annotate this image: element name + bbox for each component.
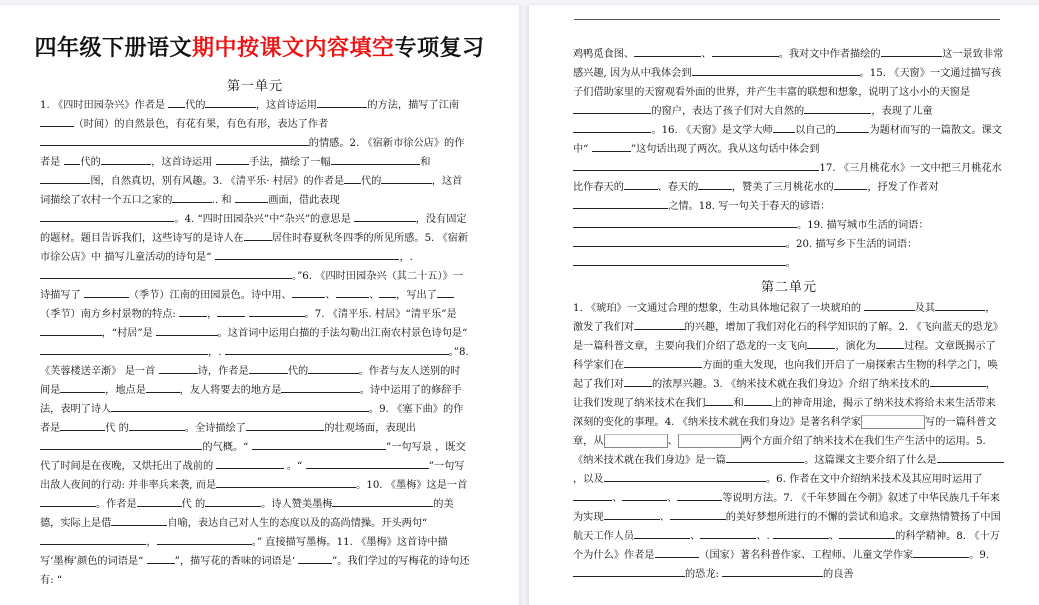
answer-blank[interactable] bbox=[930, 375, 986, 387]
answer-blank[interactable] bbox=[179, 305, 207, 317]
answer-blank[interactable] bbox=[573, 565, 685, 577]
question-line: . 。” bbox=[40, 252, 413, 282]
answer-blank[interactable] bbox=[216, 476, 356, 488]
answer-blank[interactable] bbox=[804, 102, 871, 114]
answer-blank[interactable] bbox=[592, 140, 631, 152]
question-line: ，说明了这小小的天窗是的窗户，表达了孩子们对大自然的 bbox=[573, 87, 970, 117]
question-line: 9. 《塞下曲》的作者是 代 的 。全诗描绘了 的壮观场面， bbox=[40, 404, 464, 434]
answer-box[interactable] bbox=[678, 434, 742, 448]
answer-blank[interactable] bbox=[40, 134, 309, 146]
answer-blank[interactable] bbox=[111, 514, 167, 526]
question-line: 7. 《清平乐. 村居》“清平乐”是 ，“村居”是 。 bbox=[40, 309, 457, 339]
answer-blank[interactable] bbox=[677, 489, 722, 501]
answer-blank[interactable] bbox=[246, 419, 324, 431]
answer-blank[interactable] bbox=[205, 495, 261, 507]
right-content bbox=[573, 45, 1005, 584]
answer-blank[interactable] bbox=[129, 419, 185, 431]
top-rule-divider bbox=[574, 19, 1000, 20]
question-line: 19. 描写城市生活的词语：。 bbox=[573, 220, 929, 250]
answer-blank[interactable] bbox=[40, 115, 74, 127]
question-line: ，激发了我们对 的兴趣，增加了我们对化石的科学知识的了解。 bbox=[573, 303, 996, 333]
question-line: 水的 ，抒发了作者对之情。 bbox=[573, 182, 939, 212]
question-line: 4. 《纳米技术就在我们身边》是著名科学家 写的一篇科普文章，从 bbox=[573, 417, 997, 447]
question-line: 过程。文章既揭示了科学家们在 方面的重大发现，也向我们开启了一扇探索 bbox=[573, 341, 996, 371]
question-line: 9. 的恐龙: 的良善 bbox=[573, 550, 989, 580]
answer-blank[interactable] bbox=[306, 457, 429, 469]
answer-blank[interactable] bbox=[215, 248, 400, 260]
question-line: 常感兴趣, 因为从中我体会到 。 bbox=[573, 49, 1004, 79]
answer-blank[interactable] bbox=[744, 394, 772, 406]
question-line: 、 、 、 ，写出了（季节）南方乡村景物的特点: ， 。 bbox=[40, 290, 454, 320]
question-line: 5. 《纳米技术就在我们身边》是一篇 。这篇课文主要介绍了什么是 bbox=[573, 436, 986, 466]
answer-blank[interactable] bbox=[146, 381, 180, 393]
answer-blank[interactable] bbox=[147, 552, 175, 564]
question-line: 1. 《琥珀》一文通过合理的想象，生动具体地记叙了一块琥珀的 及其 bbox=[573, 303, 985, 314]
question-line: 2. 《飞向蓝天的恐龙》是一篇科普文章，主要向我们介绍了恐龙的一支飞向 ，演化为 bbox=[573, 322, 1004, 352]
answer-blank[interactable] bbox=[773, 121, 795, 133]
answer-blank[interactable] bbox=[573, 254, 786, 266]
answer-blank[interactable] bbox=[40, 438, 202, 450]
answer-blank[interactable] bbox=[64, 153, 81, 165]
answer-blank[interactable] bbox=[216, 457, 283, 469]
answer-blank[interactable] bbox=[573, 121, 651, 133]
answer-blank[interactable] bbox=[692, 64, 860, 76]
answer-blank[interactable] bbox=[634, 45, 701, 57]
question-line: 这些诗写的是诗人在 居住时春夏秋冬四季的所见所感。 bbox=[152, 233, 425, 244]
answer-blank[interactable] bbox=[205, 96, 255, 108]
answer-blank[interactable] bbox=[604, 508, 660, 520]
question-line: ，以及 。 bbox=[573, 455, 1004, 485]
answer-box[interactable] bbox=[861, 415, 925, 429]
answer-blank[interactable] bbox=[235, 191, 269, 203]
answer-blank[interactable] bbox=[655, 546, 700, 558]
answer-blank[interactable] bbox=[836, 121, 870, 133]
answer-blank[interactable] bbox=[249, 362, 288, 374]
answer-blank[interactable] bbox=[157, 533, 252, 545]
question-line: 5. 《宿新市徐公店》中 描写儿童活动的诗句是“ ， bbox=[40, 233, 469, 263]
answer-blank[interactable] bbox=[137, 495, 182, 507]
question-line: 的高尚情操。开头两句“ ， 。” 直接描写墨梅。 bbox=[40, 518, 427, 548]
answer-blank[interactable] bbox=[40, 172, 90, 184]
answer-blank[interactable] bbox=[168, 96, 185, 108]
answer-blank[interactable] bbox=[698, 178, 732, 190]
answer-blank[interactable] bbox=[40, 324, 102, 336]
answer-blank[interactable] bbox=[913, 546, 969, 558]
answer-blank[interactable] bbox=[332, 495, 433, 507]
unit-title-1: 第一单元 bbox=[226, 79, 283, 94]
answer-blank[interactable] bbox=[40, 267, 292, 279]
answer-blank[interactable] bbox=[216, 153, 250, 165]
answer-box[interactable] bbox=[604, 434, 668, 448]
question-line: 和 上的神奇用途，揭示了纳米技术将给未来生活带来深刻的变化的事理。 bbox=[573, 398, 996, 428]
question-line: 的修辞手法，表明了诗人 。 bbox=[40, 385, 462, 415]
answer-blank[interactable] bbox=[111, 400, 369, 412]
answer-blank[interactable] bbox=[624, 178, 658, 190]
question-line: 10. 《墨梅》这是一首。作者是 代 的 。诗人赞美墨 bbox=[40, 480, 467, 510]
left-content bbox=[40, 78, 470, 590]
question-line: 句话出现了两次。我从这句话中体会到 bbox=[573, 144, 819, 174]
answer-blank[interactable] bbox=[839, 527, 895, 539]
answer-blank[interactable] bbox=[881, 45, 943, 57]
question-line: . 、 的科学精神。 bbox=[767, 531, 957, 542]
answer-blank[interactable] bbox=[40, 495, 96, 507]
question-line: . 。” bbox=[218, 347, 459, 358]
question-line: 的情感。 bbox=[40, 138, 350, 149]
right-question-list-unit1 bbox=[573, 45, 1005, 273]
answer-blank[interactable] bbox=[634, 527, 690, 539]
unit-title-2: 第二单元 bbox=[760, 280, 817, 295]
answer-blank[interactable] bbox=[864, 299, 914, 311]
answer-blank[interactable] bbox=[101, 153, 151, 165]
question-line: 写出敌人夜间的行动: 并非率兵来袭, 而是 。 bbox=[40, 461, 465, 491]
question-line: 18. 写一句关于春天的谚语：。 bbox=[573, 201, 830, 231]
question-line: 这首词中运用白描的手法勾勒出江南农村景色诗句是“ ， bbox=[40, 328, 467, 358]
answer-blank[interactable] bbox=[249, 305, 305, 317]
question-line: 古生物的科学之门，唤起了我们对 的浓厚兴趣。 bbox=[573, 360, 998, 390]
question-line: 16. 《天窗》是文学大师 以自己的 为题材而写的一篇散文。课文中“ ”这 bbox=[573, 125, 1002, 155]
answer-blank[interactable] bbox=[60, 419, 105, 431]
answer-blank[interactable] bbox=[308, 362, 358, 374]
question-line: 6. 《四时田园杂兴（其二十五）》一诗描写了 （季节）江南的田园景色。诗中用 bbox=[40, 271, 463, 301]
answer-blank[interactable] bbox=[573, 159, 819, 171]
question-line: 11. 《墨梅》这首诗中描写‘墨梅’颜色的词语是“ ”，描写花的香味的词语是‘ ” bbox=[40, 537, 448, 567]
answer-blank[interactable] bbox=[712, 45, 779, 57]
answer-blank[interactable] bbox=[624, 356, 702, 368]
answer-blank[interactable] bbox=[624, 375, 652, 387]
question-line: 和图，自然真切，别有风趣。 bbox=[40, 157, 430, 187]
answer-blank[interactable] bbox=[876, 337, 904, 349]
answer-blank[interactable] bbox=[722, 565, 823, 577]
answer-blank[interactable] bbox=[807, 337, 835, 349]
answer-blank[interactable] bbox=[634, 318, 684, 330]
answer-blank[interactable] bbox=[172, 191, 211, 203]
answer-blank[interactable] bbox=[937, 451, 971, 463]
question-line: 3. 《清平乐· 村居》的作者是 代的 ，这首词描绘了农村一个五口之家的 . bbox=[40, 176, 462, 206]
answer-blank[interactable] bbox=[244, 229, 272, 241]
page-gutter bbox=[519, 5, 529, 605]
answer-blank[interactable] bbox=[252, 438, 386, 450]
question-line: 17. 《三月桃花水》一文中把三月桃花水比作春天的 、春天的 ，赞美了三月桃花 bbox=[573, 163, 1002, 193]
answer-blank[interactable] bbox=[573, 216, 797, 228]
left-question-list bbox=[40, 96, 470, 590]
answer-blank[interactable] bbox=[60, 381, 105, 393]
question-line: ，表现了儿童。 bbox=[573, 106, 933, 136]
answer-blank[interactable] bbox=[40, 210, 174, 222]
document-page-right bbox=[529, 5, 1039, 605]
answer-blank[interactable] bbox=[317, 96, 367, 108]
question-line: 1. 《四时田园杂兴》作者是 代的 ，这首诗运用 的方法，描写了江南 bbox=[40, 100, 459, 111]
answer-blank[interactable] bbox=[437, 286, 454, 298]
answer-blank[interactable] bbox=[773, 527, 829, 539]
answer-blank[interactable] bbox=[331, 153, 421, 165]
question-line: 梅 的美德，实际上是借 自喻，表达自己对人生的态度以及 bbox=[40, 499, 454, 529]
document-page-left bbox=[0, 5, 519, 605]
answer-blank[interactable] bbox=[700, 527, 756, 539]
answer-blank[interactable] bbox=[281, 381, 359, 393]
right-question-list-unit2 bbox=[573, 299, 1005, 584]
answer-blank[interactable] bbox=[970, 451, 1004, 463]
answer-blank[interactable] bbox=[84, 286, 129, 298]
answer-blank[interactable] bbox=[622, 489, 667, 501]
title-part-1: 四年级下册语文 bbox=[34, 36, 192, 61]
question-line: 3. 《纳米技术就在我们身边》介绍了纳米技术的 ，让我们发现了纳米技术在我们 bbox=[573, 379, 996, 409]
answer-blank[interactable] bbox=[40, 533, 146, 545]
title-part-2-highlight: 期中按课文内容填空 bbox=[191, 36, 395, 61]
answer-blank[interactable] bbox=[573, 102, 651, 114]
question-line: 交代了时间是在夜晚，又烘托出了战前的 。“ ”一句 bbox=[40, 442, 466, 472]
answer-blank[interactable] bbox=[217, 305, 245, 317]
question-line: 15. 《天窗》一文通过描写孩子们借助家里的天窗观看外面的世界，并产生丰富的联想和想象 bbox=[573, 68, 1002, 98]
title-part-3: 专项复习 bbox=[394, 36, 485, 61]
question-line: 7. 《千年梦圆在今朝》叙述了中华民族几千年来为实现 、 的美好梦想 bbox=[573, 493, 1000, 523]
answer-blank[interactable] bbox=[40, 343, 208, 355]
answer-blank[interactable] bbox=[705, 394, 733, 406]
answer-blank[interactable] bbox=[726, 451, 804, 463]
question-line: 8. 《芙蓉楼送辛渐》 是一首 诗，作者是 代的 。作者与友人送别 bbox=[40, 347, 469, 377]
question-line: 20. 描写乡下生活的词语：。 bbox=[573, 239, 917, 269]
answer-blank[interactable] bbox=[156, 324, 218, 336]
answer-blank[interactable] bbox=[573, 197, 668, 209]
answer-blank[interactable] bbox=[381, 172, 431, 184]
question-line: 表现出的气概。“ ”一句写景 ，既 bbox=[40, 423, 456, 453]
answer-blank[interactable] bbox=[336, 286, 370, 298]
question-line: 2. 《宿新市徐公店》的作者是 代的 ，这首诗运用 手法，描绘了一幅 bbox=[40, 138, 465, 168]
answer-blank[interactable] bbox=[379, 286, 396, 298]
answer-blank[interactable] bbox=[935, 299, 985, 311]
answer-blank[interactable] bbox=[573, 489, 612, 501]
question-line: 4. “四时田园杂兴”中“杂兴”的意思是 ，没有固定的题材。题目告诉我们， bbox=[40, 214, 467, 244]
question-line: 所进行的不懈的尝试和追求。文章热情赞扬了中国航天工作人员 、 、 bbox=[573, 512, 1001, 542]
question-line: 、 两个方面介绍了纳米技术在我们生产生活中的运用。 bbox=[667, 436, 977, 447]
question-line: . 和 画面，借此表现。 bbox=[40, 195, 340, 225]
answer-blank[interactable] bbox=[159, 362, 198, 374]
question-line: 的时间是 ，地点是 ，友人将要去的地方是 。诗中运用了 bbox=[40, 366, 461, 396]
question-line: （时间）的自然景色，有花有果，有色有形，表达了作者 bbox=[40, 119, 328, 130]
answer-blank[interactable] bbox=[354, 210, 416, 222]
answer-blank[interactable] bbox=[225, 343, 449, 355]
answer-blank[interactable] bbox=[298, 552, 332, 564]
answer-blank[interactable] bbox=[670, 508, 726, 520]
answer-blank[interactable] bbox=[573, 235, 786, 247]
document-title bbox=[0, 31, 519, 62]
answer-blank[interactable] bbox=[834, 178, 868, 190]
answer-blank[interactable] bbox=[604, 470, 766, 482]
question-line: 鸡鸭觅食图、 、 。我对文中作者描绘的 这一景致非 bbox=[573, 49, 993, 60]
question-line: 6. 作者在文中介绍纳米技术及其应用时运用了、 、 等说明方法。 bbox=[573, 474, 983, 504]
answer-blank[interactable] bbox=[344, 172, 361, 184]
question-line: 。我们学过的写梅花的诗句还有: “ bbox=[40, 556, 470, 586]
answer-blank[interactable] bbox=[292, 286, 326, 298]
question-line: 8. 《十万个为什么》作者是 （国家）著名科普作家、工程师、儿童文学作家 。 bbox=[573, 531, 1000, 561]
